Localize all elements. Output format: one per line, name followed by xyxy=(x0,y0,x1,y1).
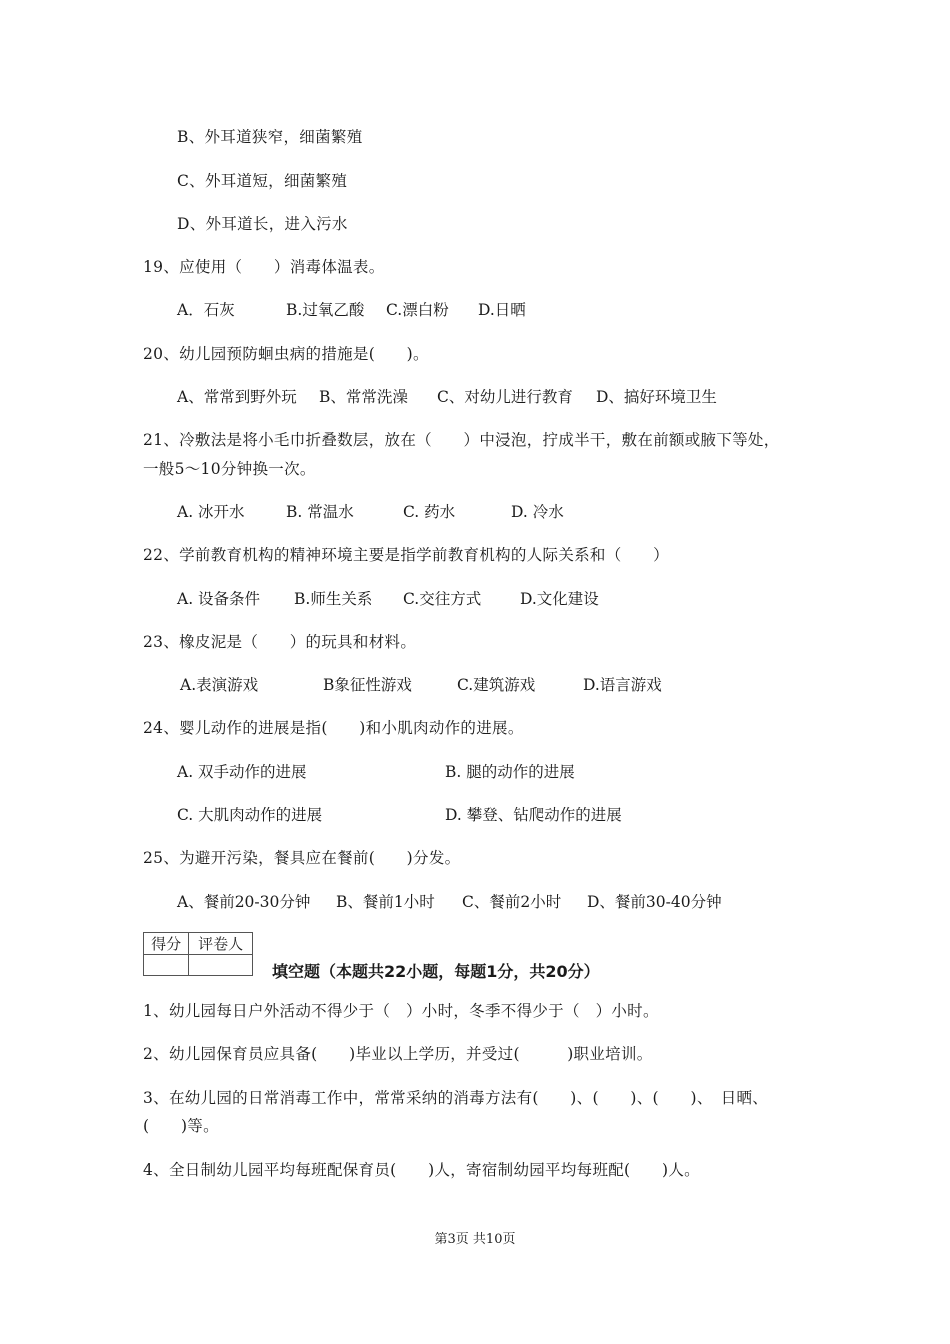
q21-option-d: D. 冷水 xyxy=(511,503,564,521)
q24-option-d: D. 攀登、钻爬动作的进展 xyxy=(445,806,622,824)
q24-stem: 24、婴儿动作的进展是指( )和小肌肉动作的进展。 xyxy=(143,719,524,737)
q22-option-a: A. 设备条件 xyxy=(177,590,261,608)
q18-option-c: C、外耳道短，细菌繁殖 xyxy=(177,172,348,190)
q20-option-d: D、搞好环境卫生 xyxy=(596,388,717,406)
q23-option-b: B象征性游戏 xyxy=(323,676,412,694)
q24-option-a: A. 双手动作的进展 xyxy=(177,763,307,781)
fill-q2: 2、幼儿园保育员应具备( )毕业以上学历，并受过( )职业培训。 xyxy=(143,1045,653,1063)
q20-option-a: A、常常到野外玩 xyxy=(177,388,297,406)
fill-q3-line1: 3、在幼儿园的日常消毒工作中，常常采纳的消毒方法有( )、( )、( )、 日晒、 xyxy=(143,1089,769,1107)
q23-option-c: C.建筑游戏 xyxy=(457,676,536,694)
q20-stem: 20、幼儿园预防蛔虫病的措施是( )。 xyxy=(143,345,429,363)
q20-option-b: B、常常洗澡 xyxy=(319,388,408,406)
q21-option-a: A. 冰开水 xyxy=(177,503,245,521)
q19-stem: 19、应使用（ ）消毒体温表。 xyxy=(143,258,385,276)
section-heading: 填空题（本题共22小题，每题1分，共20分） xyxy=(272,962,600,981)
q22-option-d: D.文化建设 xyxy=(520,590,599,608)
q22-option-b: B.师生关系 xyxy=(294,590,373,608)
q19-option-c: C.漂白粉 xyxy=(386,301,449,319)
q22-option-c: C.交往方式 xyxy=(403,590,482,608)
q18-option-b: B、外耳道狭窄，细菌繁殖 xyxy=(177,128,363,146)
q25-stem: 25、为避开污染，餐具应在餐前( )分发。 xyxy=(143,849,461,867)
q25-option-a: A、餐前20-30分钟 xyxy=(177,893,311,911)
q23-option-d: D.语言游戏 xyxy=(583,676,662,694)
q21-option-b: B. 常温水 xyxy=(286,503,354,521)
q21-stem-line2: 一般5～10分钟换一次。 xyxy=(143,460,316,478)
q19-option-a: A．石灰 xyxy=(177,301,235,319)
q18-option-d: D、外耳道长，进入污水 xyxy=(177,215,348,233)
fill-q4: 4、全日制幼儿园平均每班配保育员( )人，寄宿制幼园平均每班配( )人。 xyxy=(143,1161,700,1179)
q24-option-b: B. 腿的动作的进展 xyxy=(445,763,575,781)
q21-option-c: C. 药水 xyxy=(403,503,456,521)
q24-option-c: C. 大肌肉动作的进展 xyxy=(177,806,323,824)
q21-stem-line1: 21、冷敷法是将小毛巾折叠数层，放在（ ）中浸泡，拧成半干，敷在前额或腋下等处， xyxy=(143,431,780,449)
score-header: 得分 xyxy=(144,933,189,955)
q25-option-b: B、餐前1小时 xyxy=(336,893,435,911)
grader-cell xyxy=(189,955,253,976)
q25-option-c: C、餐前2小时 xyxy=(462,893,562,911)
score-table xyxy=(143,932,253,976)
fill-q3-line2: ( )等。 xyxy=(143,1117,219,1135)
page-footer: 第3页 共10页 xyxy=(434,1232,516,1247)
q19-option-d: D.日晒 xyxy=(478,301,526,319)
q23-option-a: A.表演游戏 xyxy=(180,676,259,694)
q23-stem: 23、橡皮泥是（ ）的玩具和材料。 xyxy=(143,633,417,651)
score-cell xyxy=(144,955,189,976)
fill-q1: 1、幼儿园每日户外活动不得少于（ ）小时，冬季不得少于（ ）小时。 xyxy=(143,1002,659,1020)
q20-option-c: C、对幼儿进行教育 xyxy=(437,388,573,406)
q25-option-d: D、餐前30-40分钟 xyxy=(587,893,722,911)
grader-header: 评卷人 xyxy=(189,933,253,955)
q22-stem: 22、学前教育机构的精神环境主要是指学前教育机构的人际关系和（ ） xyxy=(143,546,669,564)
q19-option-b: B.过氧乙酸 xyxy=(286,301,365,319)
